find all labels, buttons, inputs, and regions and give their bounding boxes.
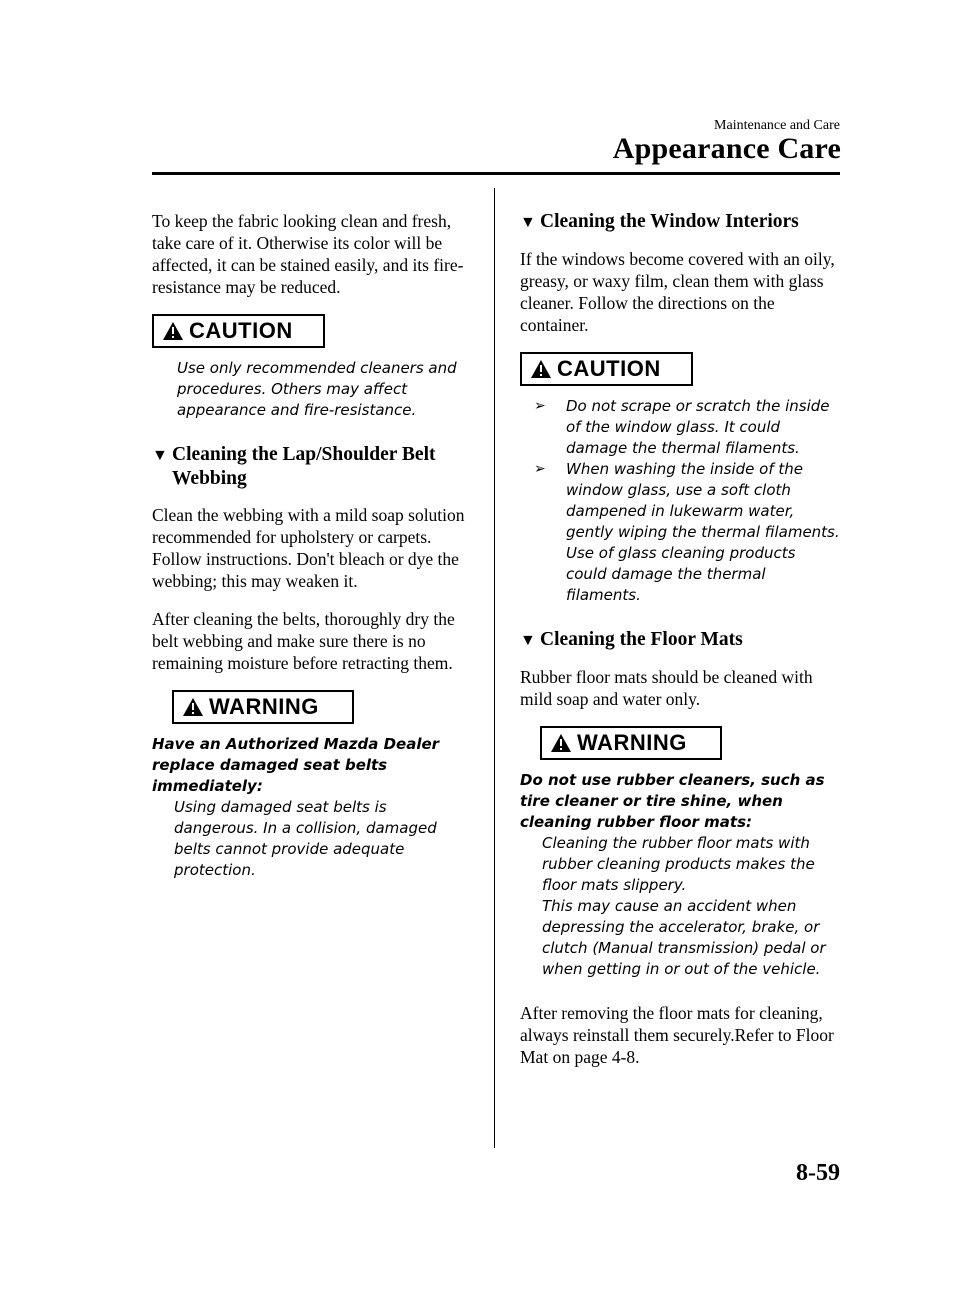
floor-paragraph: Rubber floor mats should be cleaned with mild soap and water only. [520, 667, 813, 709]
warning-lead-text: Do not use rubber cleaners, such as tire cleaner or tire shine, when cleaning rubber floor mats: [520, 771, 825, 831]
caution-label: CAUTION [557, 356, 661, 381]
window-heading-text: Cleaning the Window Interiors [540, 211, 799, 232]
fabric-intro-paragraph: To keep the fabric looking clean and fresh, take care of it. Otherwise its color will be affected, it can be stained easily, and its fire-resistance may be reduced. [152, 211, 464, 297]
warning-box-floor-mats [520, 726, 840, 980]
floor-heading-text: Cleaning the Floor Mats [540, 629, 743, 650]
page-number: 8-59 [796, 1160, 840, 1186]
caution-text: Use only recommended cleaners and procedures. Others may affect appearance and fire-resistance. [177, 359, 457, 419]
warning-body-text: Using damaged seat belts is dangerous. In a collision, damaged belts cannot provide adequate protection. [174, 798, 437, 879]
belt-heading-text: Cleaning the Lap/Shoulder Belt Webbing [172, 444, 436, 489]
caution-label: CAUTION [189, 318, 293, 343]
caution-box-window [520, 352, 840, 606]
warning-triangle-icon [182, 697, 204, 717]
warning-body-text: Cleaning the rubber floor mats with rubber cleaning products makes the floor mats slippery. [542, 834, 815, 894]
caution-box-fabric [152, 314, 470, 421]
warning-body-text: This may cause an accident when depressing the accelerator, brake, or clutch (Manual transmission) pedal or when getting in or out of the vehicle. [542, 897, 826, 978]
caution-extra-text: Use of glass cleaning products could damage the thermal filaments. [566, 544, 796, 604]
warning-lead-text: Have an Authorized Mazda Dealer replace damaged seat belts immediately: [152, 735, 440, 795]
belt-paragraph-2: After cleaning the belts, thoroughly dry the belt webbing and make sure there is no remaining moisture before retracting them. [152, 609, 455, 673]
belt-paragraph-1: Clean the webbing with a mild soap solution recommended for upholstery or carpets. Follow instructions. Don't bleach or dye the webbing; this may weaken it. [152, 505, 465, 591]
arrow-bullet-icon: ➢ [534, 398, 546, 414]
arrow-bullet-icon: ➢ [534, 461, 546, 477]
window-paragraph: If the windows become covered with an oily, greasy, or waxy film, clean them with glass cleaner. Follow the directions on the container. [520, 249, 835, 335]
caution-badge [520, 352, 693, 386]
caution-bullet-text: Do not scrape or scratch the inside of the window glass. It could damage the thermal filaments. [566, 397, 830, 457]
section-heading-belt [152, 443, 470, 490]
caution-bullet [520, 459, 840, 543]
after-removal-paragraph: After removing the floor mats for cleaning, always reinstall them securely.Refer to Floor Mat on page 4-8. [520, 1003, 834, 1067]
warning-triangle-icon [162, 321, 184, 341]
warning-badge [172, 690, 354, 724]
warning-label: WARNING [577, 730, 687, 755]
column-divider [494, 188, 495, 1148]
warning-triangle-icon [550, 733, 572, 753]
left-column [152, 210, 470, 903]
warning-label: WARNING [209, 694, 319, 719]
page-title: Appearance Care [612, 132, 841, 165]
section-label: Maintenance and Care [714, 118, 840, 133]
caution-bullet [520, 396, 840, 459]
header-rule [152, 172, 840, 175]
triangle-marker-icon: ▼ [520, 632, 536, 649]
caution-badge [152, 314, 325, 348]
section-heading-window [520, 210, 840, 234]
triangle-marker-icon: ▼ [520, 214, 536, 231]
warning-badge [540, 726, 722, 760]
right-column [520, 210, 840, 1084]
warning-box-seatbelt [152, 690, 470, 881]
triangle-marker-icon: ▼ [152, 447, 168, 464]
section-heading-floor-mats [520, 628, 840, 652]
warning-triangle-icon [530, 359, 552, 379]
caution-bullet-text: When washing the inside of the window glass, use a soft cloth dampened in lukewarm water, gently wiping the thermal filaments. [566, 460, 840, 541]
